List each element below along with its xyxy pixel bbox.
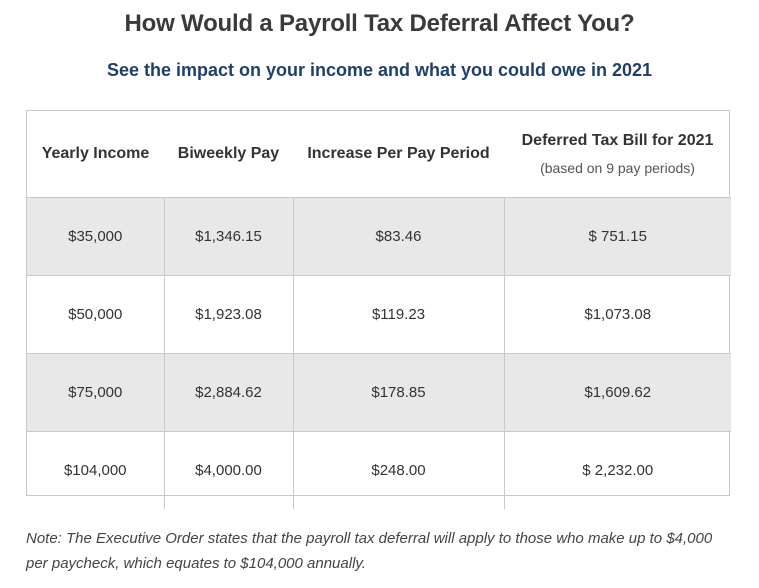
header-increase-per-pay-period: Increase Per Pay Period bbox=[307, 145, 490, 162]
payroll-table-container bbox=[26, 110, 730, 496]
payroll-table bbox=[27, 111, 731, 509]
cell-biweekly-pay: $2,884.62 bbox=[164, 354, 293, 432]
cell-deferred-tax: $ 751.15 bbox=[504, 198, 731, 276]
header-deferred-tax-bill: Deferred Tax Bill for 2021 (based on 9 pay periods) bbox=[504, 111, 731, 198]
cell-increase: $83.46 bbox=[293, 198, 504, 276]
table-row bbox=[27, 198, 731, 276]
header-biweekly-pay: Biweekly Pay bbox=[177, 145, 280, 162]
cell-increase: $178.85 bbox=[293, 354, 504, 432]
cell-biweekly-pay: $1,923.08 bbox=[164, 276, 293, 354]
cell-deferred-tax: $1,073.08 bbox=[504, 276, 731, 354]
page-title: How Would a Payroll Tax Deferral Affect You? bbox=[124, 10, 635, 37]
cell-increase: $119.23 bbox=[293, 276, 504, 354]
cell-yearly-income: $50,000 bbox=[27, 276, 164, 354]
table-row bbox=[27, 276, 731, 354]
cell-yearly-income: $75,000 bbox=[27, 354, 164, 432]
cell-deferred-tax: $ 2,232.00 bbox=[504, 432, 731, 510]
cell-biweekly-pay: $1,346.15 bbox=[164, 198, 293, 276]
table-header-row bbox=[27, 111, 731, 198]
header-deferred-tax-bill-note: (based on 9 pay periods) bbox=[540, 160, 695, 176]
cell-yearly-income: $104,000 bbox=[27, 432, 164, 510]
page-subtitle: See the impact on your income and what you could owe in 2021 bbox=[106, 60, 653, 80]
cell-biweekly-pay: $4,000.00 bbox=[164, 432, 293, 510]
header-yearly-income: Yearly Income bbox=[41, 145, 150, 162]
footnote: Note: The Executive Order states that the payroll tax deferral will apply to those who make up to $4,000 per paycheck, which equates to $104,000 annually. bbox=[26, 530, 713, 572]
cell-deferred-tax: $1,609.62 bbox=[504, 354, 731, 432]
cell-yearly-income: $35,000 bbox=[27, 198, 164, 276]
cell-increase: $248.00 bbox=[293, 432, 504, 510]
table-row bbox=[27, 432, 731, 510]
table-row bbox=[27, 354, 731, 432]
